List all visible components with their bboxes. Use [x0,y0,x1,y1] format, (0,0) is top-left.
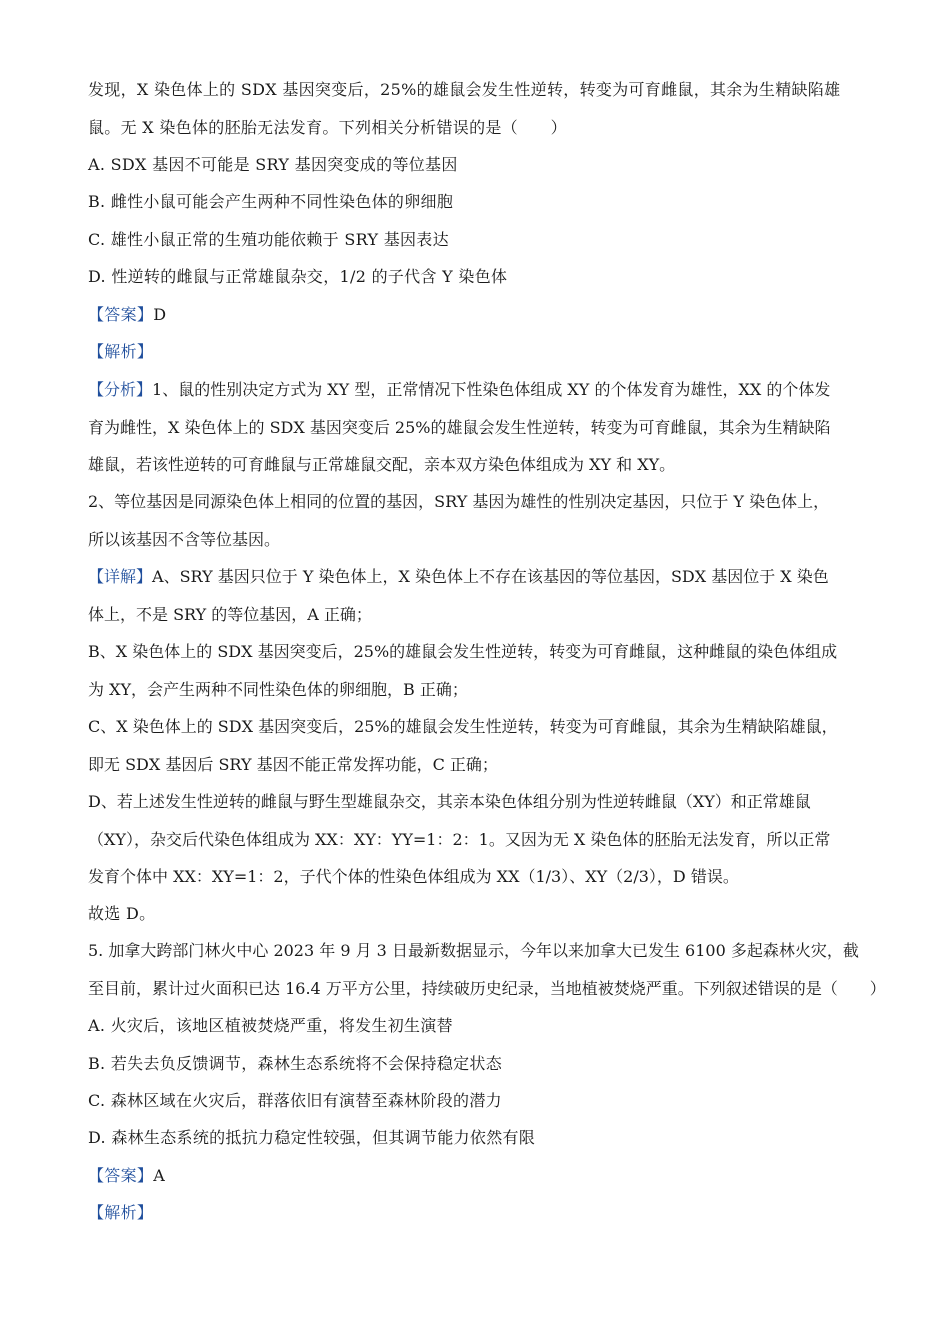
q4-xiangjie-c-line2: 即无 SDX 基因后 SRY 基因不能正常发挥功能，C 正确； [88,755,498,774]
q4-option-d: D. 性逆转的雌鼠与正常雄鼠杂交，1/2 的子代含 Y 染色体 [88,267,508,286]
q4-xiangjie-d-line3: 发育个体中 XX：XY=1：2，子代个体的性染色体组成为 XX（1/3）、XY（2/3），D 错误。 [88,867,739,886]
q4-xiangjie-d-line1: D、若上述发生性逆转的雌鼠与野生型雄鼠杂交，其亲本染色体组分别为性逆转雌鼠（XY）和正常雄鼠 [88,792,811,811]
q4-option-b: B. 雌性小鼠可能会产生两种不同性染色体的卵细胞 [88,192,454,211]
q5-stem-line1: 5. 加拿大跨部门林火中心 2023 年 9 月 3 日最新数据显示，今年以来加拿大已发生 6100 多起森林火灾，截 [88,941,859,960]
answer-tag: 【答案】 [88,305,154,324]
q5-option-d: D. 森林生态系统的抵抗力稳定性较强，但其调节能力依然有限 [88,1128,536,1147]
q4-fenxi2-line2: 所以该基因不含等位基因。 [88,530,281,549]
q5-option-b: B. 若失去负反馈调节，森林生态系统将不会保持稳定状态 [88,1054,503,1073]
q5-option-a: A. 火灾后，该地区植被焚烧严重，将发生初生演替 [88,1016,453,1035]
q4-option-a: A. SDX 基因不可能是 SRY 基因突变成的等位基因 [88,155,458,174]
q4-option-c: C. 雄性小鼠正常的生殖功能依赖于 SRY 基因表达 [88,230,449,249]
xiangjie-a-text: A、SRY 基因只位于 Y 染色体上，X 染色体上不存在该基因的等位基因，SDX 基因位于 X 染色 [152,567,829,586]
fenxi-text: 1、鼠的性别决定方式为 XY 型，正常情况下性染色体组成 XY 的个体发育为雄性，XX 的个体发 [152,380,831,399]
q4-xiangjie-c-line1: C、X 染色体上的 SDX 基因突变后，25%的雄鼠会发生性逆转，转变为可育雌鼠，其余为生精缺陷雄鼠， [88,717,838,736]
q4-conclusion: 故选 D。 [88,904,156,923]
q4-xiangjie-d-line2: （XY），杂交后代染色体组成为 XX：XY：YY=1：2：1。又因为无 X 染色体的胚胎无法发育，所以正常 [88,830,831,849]
answer-value: A [153,1166,166,1185]
q4-stem-line2: 鼠。无 X 染色体的胚胎无法发育。下列相关分析错误的是（ ） [88,118,567,137]
q4-fenxi2-line1: 2、等位基因是同源染色体上相同的位置的基因，SRY 基因为雄性的性别决定基因，只位于 Y 染色体上， [88,492,830,511]
q4-xiangjie-a-line2: 体上，不是 SRY 的等位基因，A 正确； [88,605,372,624]
answer-value: D [153,305,167,324]
analysis-tag: 【解析】 [88,1203,154,1222]
q4-answer [88,305,166,325]
xiangjie-tag: 【详解】 [88,567,153,586]
q4-fenxi-line1 [88,380,830,400]
q4-fenxi-line3: 雄鼠，若该性逆转的可育雌鼠与正常雄鼠交配，亲本双方染色体组成为 XY 和 XY。 [88,455,676,474]
q4-analysis-heading [88,342,153,362]
q4-stem-line1: 发现，X 染色体上的 SDX 基因突变后，25%的雄鼠会发生性逆转，转变为可育雌鼠，其余为生精缺陷雄 [88,80,841,99]
q5-answer [88,1166,165,1186]
answer-tag: 【答案】 [88,1166,154,1185]
fenxi-tag: 【分析】 [88,380,153,399]
q5-stem-line2: 至目前，累计过火面积已达 16.4 万平方公里，持续破历史纪录，当地植被焚烧严重。下列叙述错误的是（ ） [88,979,886,998]
q4-xiangjie-a-line1 [88,567,829,587]
q5-option-c: C. 森林区域在火灾后，群落依旧有演替至森林阶段的潜力 [88,1091,502,1110]
q4-xiangjie-b-line2: 为 XY，会产生两种不同性染色体的卵细胞，B 正确； [88,680,468,699]
q4-fenxi-line2: 育为雌性，X 染色体上的 SDX 基因突变后 25%的雄鼠会发生性逆转，转变为可育雌鼠，其余为生精缺陷 [88,418,831,437]
analysis-tag: 【解析】 [88,342,154,361]
q5-analysis-heading [88,1203,153,1223]
q4-xiangjie-b-line1: B、X 染色体上的 SDX 基因突变后，25%的雄鼠会发生性逆转，转变为可育雌鼠，这种雌鼠的染色体组成 [88,642,838,661]
